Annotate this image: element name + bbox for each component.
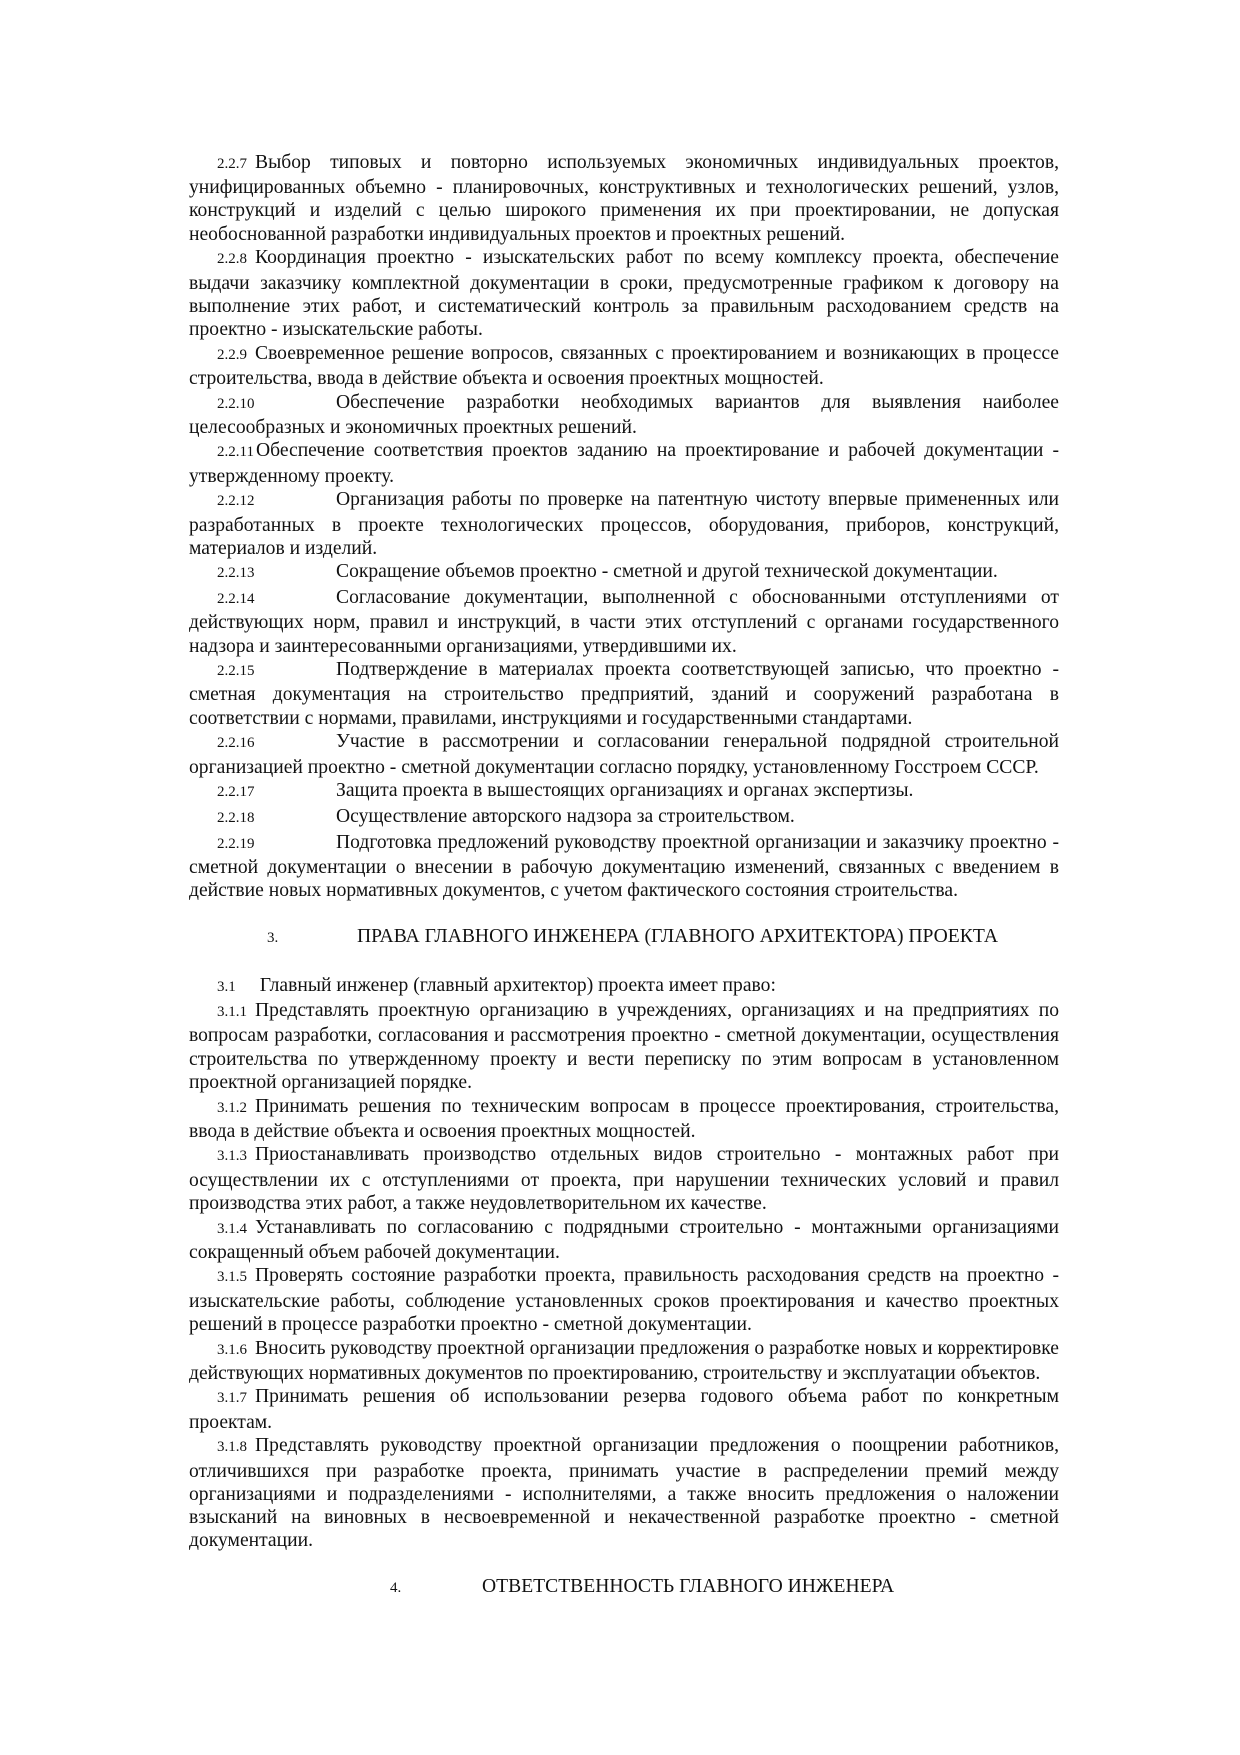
- clause-number: 3.1.2: [217, 1099, 247, 1116]
- clause-2-2-12: [189, 488, 1059, 560]
- clause-2-2-13: [189, 560, 1059, 585]
- clause-number: 2.2.7: [217, 156, 247, 172]
- clause-text: Выбор типовых и повторно используемых экономичных индивидуальных проектов, унифицированных объемно - планировочных, конструктивных и технологических решений, узлов, конструкций и изделий с целью широкого применения их при проектировании, не допуская необоснованной разработки индивидуальных проектов и проектных решений.: [189, 152, 1059, 245]
- clause-3-1-5: [189, 1264, 1059, 1336]
- section-heading-3: [189, 925, 1059, 950]
- clause-number: 3.1: [217, 978, 236, 995]
- clause-2-2-14: [189, 586, 1059, 658]
- clause-number: 2.2.18: [217, 809, 255, 826]
- clause-text: Осуществление авторского надзора за строительством.: [336, 805, 795, 827]
- clause-2-2-10: [189, 391, 1059, 439]
- clause-text: Обеспечение разработки необходимых вариантов для выявления наиболее целесообразных и экономичных проектных решений.: [189, 391, 1059, 438]
- clause-text: Подтверждение в материалах проекта соответствующей записью, что проектно - сметная документация на строительство предприятий, зданий и сооружений разработана в соответствии с нормами, правилами, инструкциями и государственными стандартами.: [189, 659, 1059, 729]
- clause-text: Сокращение объемов проектно - сметной и другой технической документации.: [336, 561, 998, 583]
- clause-number: 2.2.13: [217, 565, 255, 582]
- clause-text: Проверять состояние разработки проекта, правильность расходования средств на проектно - изыскательские работы, соблюдение установленных сроков проектирования и качество проектных решений в процессе разработки проектно - сметной документации.: [189, 1265, 1059, 1335]
- section-title: ПРАВА ГЛАВНОГО ИНЖЕНЕРА (ГЛАВНОГО АРХИТЕКТОРА) ПРОЕКТА: [357, 926, 998, 948]
- clause-number: 3.1.6: [217, 1341, 247, 1358]
- clause-3-1: [189, 974, 1059, 999]
- clause-text: Приостанавливать производство отдельных видов строительно - монтажных работ при осуществлении их с отступлениями от проекта, при нарушении технических условий и правил производства этих работ, а также неудовлетворительном их качестве.: [189, 1144, 1059, 1214]
- document-body: [189, 151, 1059, 1624]
- clause-text: Представлять руководству проектной организации предложения о поощрении работников, отличившихся при разработке проекта, принимать участие в распределении премий между организациями и подразделениями - исполнителями, а также вносить предложения о наложении взысканий на виновных в несвоевременной и некачественной разработке проектно - сметной документации.: [189, 1435, 1059, 1552]
- clause-2-2-9: [189, 342, 1059, 390]
- clause-number: 2.2.10: [217, 395, 255, 412]
- clause-2-2-19: [189, 831, 1059, 903]
- clause-3-1-3: [189, 1143, 1059, 1215]
- clause-text: Подготовка предложений руководству проектной организации и заказчику проектно - сметной документации о внесении в рабочую документацию изменений, связанных с введением в действие новых нормативных документов, с учетом фактического состояния строительства.: [189, 831, 1059, 902]
- clause-3-1-2: [189, 1095, 1059, 1143]
- clause-number: 3.1.4: [217, 1220, 247, 1237]
- clause-2-2-11: [189, 439, 1059, 487]
- clause-text: Главный инженер (главный архитектор) проекта имеет право:: [259, 974, 776, 996]
- clause-text: Обеспечение соответствия проектов заданию на проектирование и рабочей документации - утвержденному проекту.: [189, 440, 1059, 487]
- clause-text: Представлять проектную организацию в учреждениях, организациях и на предприятиях по вопросам разработки, согласования и рассмотрения проектно - сметной документации, осуществления строительства по утвержденному проекту и вести переписку по этим вопросам в установленном проектной организацией порядке.: [189, 1000, 1059, 1093]
- clause-text: Принимать решения об использовании резерва годового объема работ по конкретным проектам.: [189, 1386, 1059, 1433]
- clause-number: 3.1.1: [217, 1004, 247, 1021]
- clause-3-1-6: [189, 1337, 1059, 1385]
- clause-text: Принимать решения по техническим вопросам в процессе проектирования, строительства, ввода в действие объекта и освоения проектных мощностей.: [189, 1095, 1059, 1142]
- clause-number: 2.2.8: [217, 251, 247, 268]
- clause-number: 2.2.15: [217, 663, 255, 680]
- clause-3-1-8: [189, 1434, 1059, 1552]
- clause-number: 2.2.19: [217, 835, 255, 852]
- section-number: 4.: [390, 1580, 402, 1597]
- section-title: ОТВЕТСТВЕННОСТЬ ГЛАВНОГО ИНЖЕНЕРА: [482, 1576, 895, 1598]
- clause-text: Своевременное решение вопросов, связанных с проектированием и возникающих в процессе строительства, ввода в действие объекта и освоения проектных мощностей.: [189, 342, 1059, 389]
- clause-number: 3.1.5: [217, 1269, 247, 1286]
- clause-text: Устанавливать по согласованию с подрядными строительно - монтажными организациями сокращенный объем рабочей документации.: [189, 1216, 1059, 1263]
- clause-number: 3.1.3: [217, 1148, 247, 1165]
- clause-2-2-8: [189, 246, 1059, 341]
- clause-text: Участие в рассмотрении и согласовании генеральной подрядной строительной организацией проектно - сметной документации согласно порядку, установленному Госстроем СССР.: [189, 731, 1059, 778]
- clause-text: Координация проектно - изыскательских работ по всему комплексу проекта, обеспечение выдачи заказчику комплектной документации в сроки, предусмотренные графиком к договору на выполнение этих работ, и систематический контроль за правильным расходованием средств на проектно - изыскательские работы.: [189, 247, 1059, 340]
- clause-number: 2.2.16: [217, 735, 255, 752]
- clause-2-2-15: [189, 658, 1059, 730]
- clause-3-1-7: [189, 1385, 1059, 1433]
- clause-number: 2.2.17: [217, 784, 255, 801]
- clause-2-2-16: [189, 730, 1059, 778]
- clause-number: 2.2.12: [217, 493, 255, 510]
- clause-2-2-7: [189, 151, 1059, 246]
- clause-text: Защита проекта в вышестоящих организациях и органах экспертизы.: [336, 780, 914, 802]
- clause-number: 2.2.9: [217, 346, 247, 363]
- clause-number: 3.1.8: [217, 1439, 247, 1456]
- clause-3-1-1: [189, 999, 1059, 1094]
- clause-2-2-17: [189, 779, 1059, 804]
- clause-text: Вносить руководству проектной организации предложения о разработке новых и корректировке действующих нормативных документов по проектированию, строительству и эксплуатации объектов.: [189, 1337, 1059, 1384]
- clause-number: 3.1.7: [217, 1390, 247, 1407]
- clause-number: 2.2.11: [217, 444, 254, 461]
- clause-2-2-18: [189, 805, 1059, 830]
- clause-number: 2.2.14: [217, 591, 255, 608]
- clause-text: Организация работы по проверке на патентную чистоту впервые примененных или разработанных в проекте технологических процессов, оборудования, приборов, конструкций, материалов и изделий.: [189, 489, 1059, 559]
- clause-text: Согласование документации, выполненной с обоснованными отступлениями от действующих норм, правил и инструкций, в части этих отступлений с органами государственного надзора и заинтересованными организациями, утвердившими их.: [189, 587, 1059, 657]
- clause-3-1-4: [189, 1216, 1059, 1264]
- section-number: 3.: [267, 930, 279, 947]
- section-heading-4: [189, 1575, 1059, 1600]
